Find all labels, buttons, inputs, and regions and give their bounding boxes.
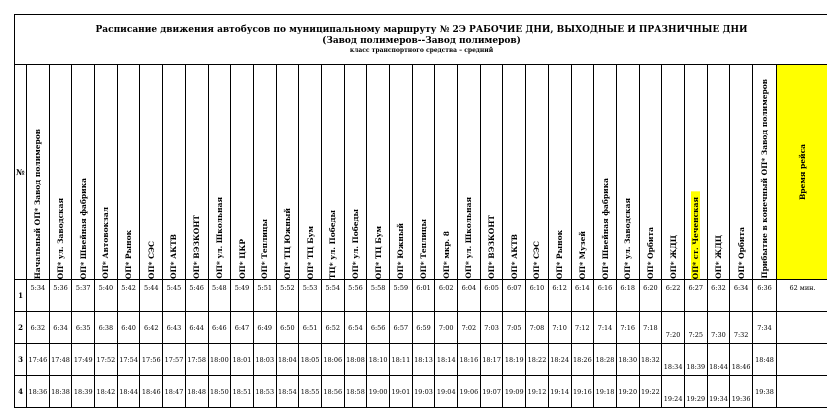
time-cell: 17:58 <box>185 344 208 376</box>
trip-duration: 62 мин. <box>777 280 827 312</box>
time-cell: 6:32 <box>707 280 730 312</box>
stop-name: ОП* ТЦ Бум <box>305 225 315 279</box>
stop-name: Прибытие в конечный ОП* Завод полимеров <box>760 79 769 279</box>
time-cell: 5:51 <box>253 280 276 312</box>
time-cell: 18:24 <box>548 344 571 376</box>
stop-header <box>753 65 777 280</box>
time-cell: 6:52 <box>321 312 344 344</box>
stop-name: ОП* Рынок <box>124 229 134 279</box>
time-cell: 6:44 <box>185 312 208 344</box>
stop-header <box>72 65 95 280</box>
time-cell: 18:44 <box>707 344 730 376</box>
time-cell: 7:10 <box>548 312 571 344</box>
time-cell: 7:18 <box>639 312 662 344</box>
time-cell: 17:54 <box>117 344 140 376</box>
time-cell: 19:18 <box>594 376 617 408</box>
stop-name: ОП* ВЭЗКОНТ <box>192 215 202 279</box>
row-number: 4 <box>15 376 27 408</box>
time-cell: 18:32 <box>639 344 662 376</box>
time-cell: 6:20 <box>639 280 662 312</box>
stop-name: ОП* Орбита <box>645 227 655 279</box>
time-cell: 5:59 <box>390 280 413 312</box>
time-cell: 18:58 <box>344 376 367 408</box>
time-cell: 5:48 <box>208 280 231 312</box>
time-cell: 19:03 <box>412 376 435 408</box>
title-row <box>15 15 827 65</box>
time-cell: 5:54 <box>321 280 344 312</box>
stop-name: ОП* Орбита <box>736 227 746 279</box>
time-cell: 18:39 <box>684 344 707 376</box>
time-cell: 7:30 <box>707 312 730 344</box>
stop-header <box>253 65 276 280</box>
time-cell: 18:08 <box>344 344 367 376</box>
stop-header <box>344 65 367 280</box>
stop-header <box>412 65 435 280</box>
stop-header <box>140 65 163 280</box>
stop-name: ОП* ЦКР <box>237 239 247 279</box>
trip-time-header <box>777 65 827 280</box>
table-row <box>15 280 827 312</box>
time-cell: 18:36 <box>27 376 50 408</box>
stop-header <box>299 65 322 280</box>
stop-name: ОП* Швейная фабрика <box>600 177 610 279</box>
time-cell: 19:07 <box>480 376 503 408</box>
time-cell: 5:44 <box>140 280 163 312</box>
time-cell: 18:28 <box>594 344 617 376</box>
row-number: 2 <box>15 312 27 344</box>
stop-name: ОП* Музей <box>577 230 587 279</box>
time-cell: 7:02 <box>458 312 481 344</box>
time-cell: 18:44 <box>117 376 140 408</box>
time-cell: 17:49 <box>72 344 95 376</box>
time-cell: 18:34 <box>662 344 685 376</box>
stop-name: ОП* ЖДЦ <box>668 235 678 279</box>
time-cell: 19:06 <box>458 376 481 408</box>
time-cell: 17:52 <box>95 344 118 376</box>
time-cell: 19:04 <box>435 376 458 408</box>
time-cell: 5:52 <box>276 280 299 312</box>
time-cell: 18:53 <box>253 376 276 408</box>
stop-name: ОП* мкр. 8 <box>441 231 451 279</box>
time-cell: 6:12 <box>548 280 571 312</box>
time-cell: 6:47 <box>231 312 254 344</box>
table-row <box>15 376 827 408</box>
time-cell: 6:50 <box>276 312 299 344</box>
time-cell: 18:48 <box>185 376 208 408</box>
time-cell: 18:26 <box>571 344 594 376</box>
time-cell: 5:37 <box>72 280 95 312</box>
time-cell: 19:16 <box>571 376 594 408</box>
time-cell: 6:07 <box>503 280 526 312</box>
stop-name: ОП* Южный <box>396 223 406 279</box>
time-cell: 7:05 <box>503 312 526 344</box>
stop-header <box>27 65 50 280</box>
time-cell: 6:40 <box>117 312 140 344</box>
time-cell: 7:14 <box>594 312 617 344</box>
time-cell: 7:08 <box>526 312 549 344</box>
time-cell: 6:05 <box>480 280 503 312</box>
stop-header <box>730 65 753 280</box>
stop-name: ОП* ул. Заводская <box>623 197 633 279</box>
stop-header <box>639 65 662 280</box>
stop-header <box>390 65 413 280</box>
time-cell: 5:58 <box>367 280 390 312</box>
stop-name: ОП* Теплицы <box>419 219 429 279</box>
time-cell: 5:42 <box>117 280 140 312</box>
time-cell: 5:34 <box>27 280 50 312</box>
stop-name: ОП* ул. Заводская <box>56 197 66 279</box>
time-cell: 6:22 <box>662 280 685 312</box>
stop-name: ОП* Швейная фабрика <box>78 177 88 279</box>
time-cell: 18:47 <box>163 376 186 408</box>
time-cell: 6:34 <box>730 280 753 312</box>
time-cell: 7:32 <box>730 312 753 344</box>
stop-name: ОП* СЭС <box>146 240 156 279</box>
stop-name: ОП* Теплицы <box>260 219 270 279</box>
table-title <box>15 15 827 65</box>
stop-name: ОП* Автовокзал <box>101 207 111 279</box>
time-cell: 6:10 <box>526 280 549 312</box>
time-cell: 18:42 <box>95 376 118 408</box>
time-cell: 6:34 <box>49 312 72 344</box>
stop-header <box>117 65 140 280</box>
time-cell: 18:50 <box>208 376 231 408</box>
title-line-2: (Завод полимеров--Завод полимеров) <box>322 35 521 46</box>
stop-header <box>163 65 186 280</box>
stop-name: ОП* ст. Чеченская <box>691 191 700 279</box>
stop-header <box>208 65 231 280</box>
time-cell: 18:11 <box>390 344 413 376</box>
stop-header <box>594 65 617 280</box>
stop-name: ОП* ул. Школьная <box>214 197 224 279</box>
time-cell: 18:48 <box>753 344 777 376</box>
time-cell: 5:46 <box>185 280 208 312</box>
time-cell: 18:13 <box>412 344 435 376</box>
stop-header <box>480 65 503 280</box>
stop-header <box>49 65 72 280</box>
time-cell: 6:35 <box>72 312 95 344</box>
stop-header <box>435 65 458 280</box>
time-cell: 18:46 <box>730 344 753 376</box>
stop-header <box>458 65 481 280</box>
time-cell: 7:25 <box>684 312 707 344</box>
time-cell: 5:45 <box>163 280 186 312</box>
stop-name: ОП* ТЦ Южный <box>282 207 292 279</box>
trip-duration <box>777 376 827 408</box>
time-cell: 19:38 <box>753 376 777 408</box>
time-cell: 5:53 <box>299 280 322 312</box>
stop-name: ОП* СЭС <box>532 240 542 279</box>
time-cell: 6:16 <box>594 280 617 312</box>
time-cell: 18:30 <box>616 344 639 376</box>
stop-header <box>321 65 344 280</box>
time-cell: 18:16 <box>458 344 481 376</box>
time-cell: 19:36 <box>730 376 753 408</box>
stop-name: ОП* ТЦ Бум <box>373 225 383 279</box>
time-cell: 18:38 <box>49 376 72 408</box>
time-cell: 19:09 <box>503 376 526 408</box>
time-cell: 19:22 <box>639 376 662 408</box>
time-cell: 18:22 <box>526 344 549 376</box>
time-cell: 18:39 <box>72 376 95 408</box>
stop-header <box>526 65 549 280</box>
time-cell: 6:32 <box>27 312 50 344</box>
time-cell: 6:43 <box>163 312 186 344</box>
time-cell: 18:19 <box>503 344 526 376</box>
time-cell: 18:56 <box>321 376 344 408</box>
time-cell: 6:42 <box>140 312 163 344</box>
time-cell: 6:36 <box>753 280 777 312</box>
stop-name: ОП* АКТВ <box>169 234 179 279</box>
time-cell: 18:10 <box>367 344 390 376</box>
time-cell: 7:20 <box>662 312 685 344</box>
time-cell: 18:54 <box>276 376 299 408</box>
time-cell: 5:40 <box>95 280 118 312</box>
time-cell: 6:56 <box>367 312 390 344</box>
time-cell: 6:38 <box>95 312 118 344</box>
time-cell: 18:46 <box>140 376 163 408</box>
stop-header <box>616 65 639 280</box>
trip-duration <box>777 312 827 344</box>
time-cell: 7:03 <box>480 312 503 344</box>
time-cell: 5:56 <box>344 280 367 312</box>
time-cell: 19:14 <box>548 376 571 408</box>
stop-header <box>276 65 299 280</box>
time-cell: 6:46 <box>208 312 231 344</box>
row-number: 1 <box>15 280 27 312</box>
time-cell: 19:29 <box>684 376 707 408</box>
time-cell: 6:18 <box>616 280 639 312</box>
stop-header <box>571 65 594 280</box>
time-cell: 18:55 <box>299 376 322 408</box>
stop-name: ОП* ул. Победы <box>350 209 360 279</box>
time-cell: 18:51 <box>231 376 254 408</box>
time-cell: 19:01 <box>390 376 413 408</box>
time-cell: 18:17 <box>480 344 503 376</box>
stop-name: ОП* АКТВ <box>509 234 519 279</box>
title-line-3: класс транспортного средства – средний <box>349 46 494 54</box>
time-cell: 6:51 <box>299 312 322 344</box>
title-line-1: Расписание движения автобусов по муниципальному маршруту № 2Э РАБОЧИЕ ДНИ, ВЫХОДНЫЕ И ПРАЗНИЧНЫЕ ДНИ <box>95 24 748 35</box>
time-cell: 5:36 <box>49 280 72 312</box>
time-cell: 19:00 <box>367 376 390 408</box>
stop-name: ТЦ* ул. Победы <box>328 209 338 279</box>
time-cell: 6:14 <box>571 280 594 312</box>
header-row <box>15 65 827 280</box>
time-cell: 18:03 <box>253 344 276 376</box>
time-cell: 18:00 <box>208 344 231 376</box>
time-cell: 17:46 <box>27 344 50 376</box>
time-cell: 7:00 <box>435 312 458 344</box>
table-row <box>15 312 827 344</box>
stop-name: ОП* ул. Школьная <box>464 197 474 279</box>
time-cell: 6:27 <box>684 280 707 312</box>
table-row <box>15 344 827 376</box>
time-cell: 6:57 <box>390 312 413 344</box>
time-cell: 5:49 <box>231 280 254 312</box>
time-cell: 6:04 <box>458 280 481 312</box>
time-cell: 19:20 <box>616 376 639 408</box>
stop-header <box>707 65 730 280</box>
time-cell: 7:16 <box>616 312 639 344</box>
time-cell: 17:56 <box>140 344 163 376</box>
schedule-table <box>14 14 827 408</box>
time-cell: 17:48 <box>49 344 72 376</box>
stop-name: ОП* ВЭЗКОНТ <box>487 215 497 279</box>
row-number: 3 <box>15 344 27 376</box>
time-cell: 6:59 <box>412 312 435 344</box>
time-cell: 6:01 <box>412 280 435 312</box>
time-cell: 18:01 <box>231 344 254 376</box>
time-cell: 19:24 <box>662 376 685 408</box>
time-cell: 6:02 <box>435 280 458 312</box>
time-cell: 7:12 <box>571 312 594 344</box>
time-cell: 19:34 <box>707 376 730 408</box>
stop-header <box>185 65 208 280</box>
time-cell: 18:06 <box>321 344 344 376</box>
time-cell: 7:34 <box>753 312 777 344</box>
time-cell: 17:57 <box>163 344 186 376</box>
stop-name: Начальный ОП* Завод полимеров <box>33 128 43 279</box>
stop-header <box>231 65 254 280</box>
stop-header <box>662 65 685 280</box>
stop-header <box>367 65 390 280</box>
time-cell: 18:14 <box>435 344 458 376</box>
time-cell: 19:12 <box>526 376 549 408</box>
stop-name: ОП* Рынок <box>555 229 565 279</box>
stop-header <box>548 65 571 280</box>
stop-header <box>95 65 118 280</box>
time-cell: 6:54 <box>344 312 367 344</box>
stop-header <box>503 65 526 280</box>
number-header: № <box>15 65 27 280</box>
trip-time-label: Время рейса <box>798 143 807 201</box>
stop-name: ОП* ЖДЦ <box>713 235 723 279</box>
trip-duration <box>777 344 827 376</box>
time-cell: 18:04 <box>276 344 299 376</box>
time-cell: 6:49 <box>253 312 276 344</box>
time-cell: 18:05 <box>299 344 322 376</box>
stop-header <box>684 65 707 280</box>
